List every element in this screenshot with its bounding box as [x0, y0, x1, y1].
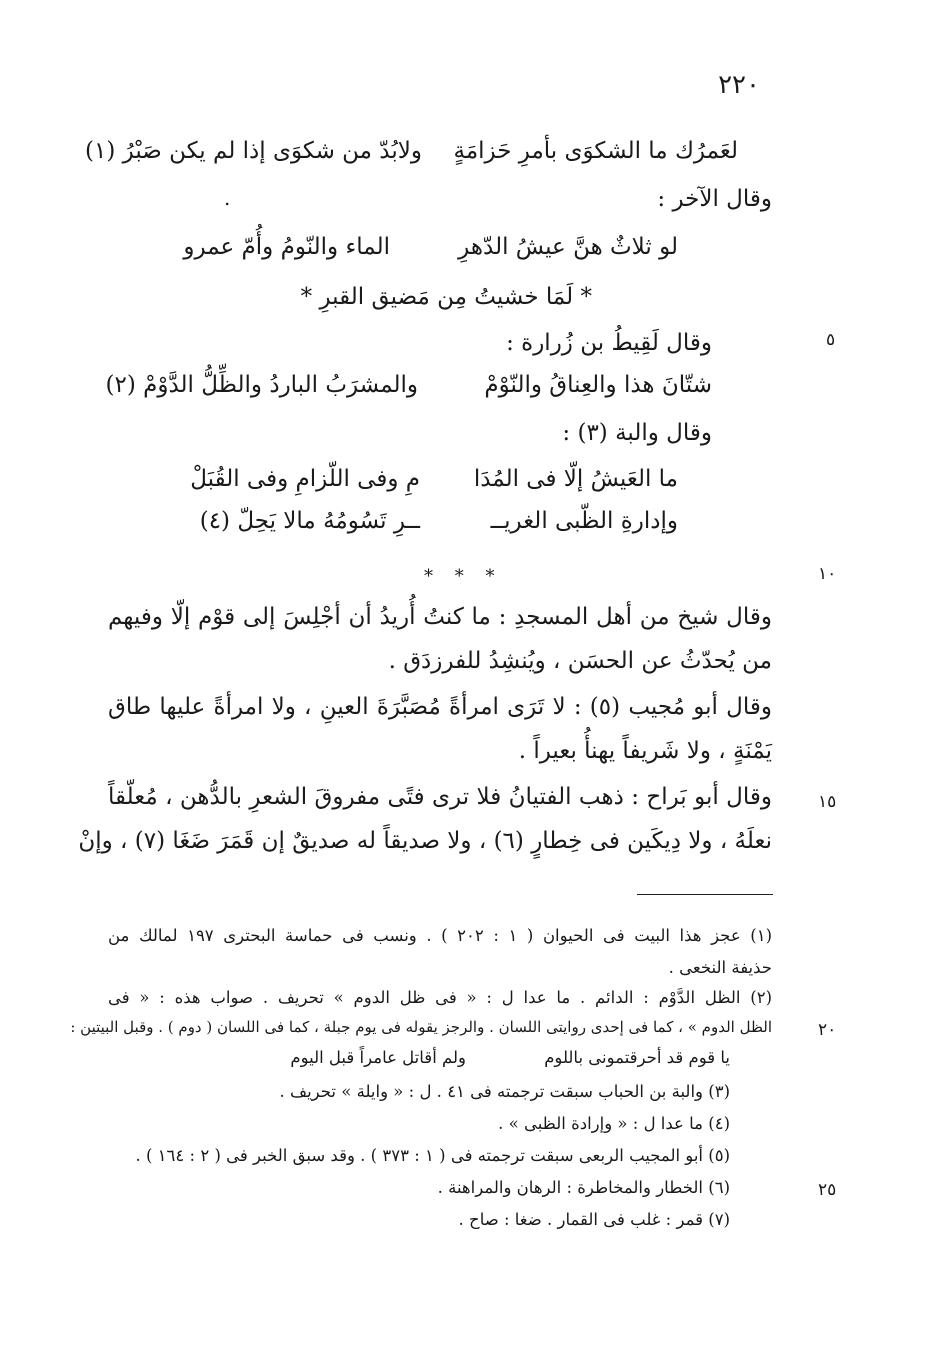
line-number-5: ٥ [826, 330, 836, 350]
footnote-3: (٣) والبة بن الحباب سبقت ترجمته فى ٤١ . ل : « وايلة » تحريف . [279, 1082, 730, 1101]
line-number-10: ١٠ [818, 564, 837, 584]
verse5-first-hemistich: وإدارةِ الظّبى الغريــ [490, 508, 678, 534]
stray-dot: . [224, 186, 231, 210]
footnote-separator [637, 894, 773, 895]
line-number-15: ١٥ [818, 792, 837, 812]
para2-line2: يَمْنَةٍ ، ولا شَريفاً يهنأُ بعيراً . [518, 738, 772, 764]
verse3-first-hemistich: شتّانَ هذا والعِناقُ والنّوْمْ [484, 372, 712, 398]
para1-line2: من يُحدّثُ عن الحسَن ، ويُنشِدُ للفرزدَق . [388, 648, 772, 674]
verse4-second-hemistich: مِ وفى اللّزامِ وفى القُبَلْ [190, 466, 420, 492]
verse2-first-hemistich: لو ثلاثٌ هنَّ عيشُ الدّهرِ [458, 234, 678, 260]
footnote-7: (٧) قمر : غلب فى القمار . ضغا : صاح . [458, 1210, 730, 1229]
para3-line1: وقال أبو بَراح : ذهب الفتيانُ فلا ترى فتًى مفروقَ الشعرِ بالدُّهن ، مُعلّقاً [108, 784, 772, 810]
footnote-2-line1: (٢) الظل الدَّوْم : الدائم . ما عدا ل : « فى ظل الدوم » تحريف . صواب هذه : « فى [108, 988, 772, 1007]
para1-line1: وقال شيخ من أهل المسجدِ : ما كنتُ أُريدُ أن أجْلِسَ إلى قوْم إلّا وفيهم [108, 604, 772, 630]
intro-waliba: وقال والبة (٣) : [562, 420, 712, 446]
verse5-second-hemistich: ــرِ تَسُومُهُ مالا يَحِلّ (٤) [199, 508, 420, 534]
page-number: ٢٢٠ [718, 70, 760, 100]
intro-akhar: وقال الآخر : [657, 186, 772, 212]
line-number-25: ٢٥ [818, 1180, 837, 1200]
footnote-2-verse-second: ولم أقاتل عامراً قبل اليوم [290, 1048, 466, 1067]
footnote-4: (٤) ما عدا ل : « وإرادة الظبى » . [498, 1114, 730, 1133]
section-divider-stars: * * * [424, 566, 503, 587]
footnote-2-verse-first: يا قوم قد أحرقتمونى باللوم [544, 1048, 730, 1067]
footnote-1-line2: حذيفة النخعى . [668, 958, 772, 977]
footnote-6: (٦) الخطار والمخاطرة : الرهان والمراهنة . [437, 1178, 730, 1197]
verse2-second-hemistich: الماء والنّومُ وأُمّ عمرو [183, 234, 390, 260]
footnote-1-line1: (١) عجز هذا البيت فى الحيوان ( ١ : ٢٠٢ ) . ونسب فى حماسة البحترى ١٩٧ لمالك من [108, 926, 772, 945]
line-number-20: ٢٠ [818, 1020, 837, 1040]
para2-line1: وقال أبو مُجيب (٥) : لا تَرَى امرأةً مُصَبَّرَةَ العينِ ، ولا امرأةً عليها طاق [108, 694, 773, 720]
verse1-first-hemistich: لعَمرُك ما الشكوَى بأمرِ حَزامَةٍ [453, 138, 738, 164]
verse1-second-hemistich: ولابُدّ من شكوَى إذا لم يكن صَبْرُ (١) [85, 138, 422, 164]
intro-laqit: وقال لَقِيطُ بن زُرارة : [506, 330, 712, 356]
verse3-second-hemistich: والمشرَبُ الباردُ والظِّلُّ الدَّوْمْ (٢) [105, 372, 418, 398]
verse2-line2: * لَمَا خشيتُ مِن مَضيق القبرِ * [300, 284, 592, 310]
footnote-5: (٥) أبو المجيب الربعى سبقت ترجمته فى ( ١ : ٣٧٣ ) . وقد سبق الخبر فى ( ٢ : ١٦٤ ) . [135, 1146, 730, 1165]
para3-line2: نعلَهُ ، ولا دِيكَين فى خِطارٍ (٦) ، ولا صديقاً له صديقٌ إن قَمَرَ ضَغَا (٧) ، وإنْ [78, 828, 772, 854]
verse4-first-hemistich: ما العَيشُ إلّا فى المُدَا [473, 466, 678, 492]
footnote-2-line2: الظل الدوم » ، كما فى إحدى روايتى اللسان . والرجز يقوله فى يوم جبلة ، كما فى اللسان ( دوم ) . وقبل البيتين : [70, 1018, 772, 1036]
